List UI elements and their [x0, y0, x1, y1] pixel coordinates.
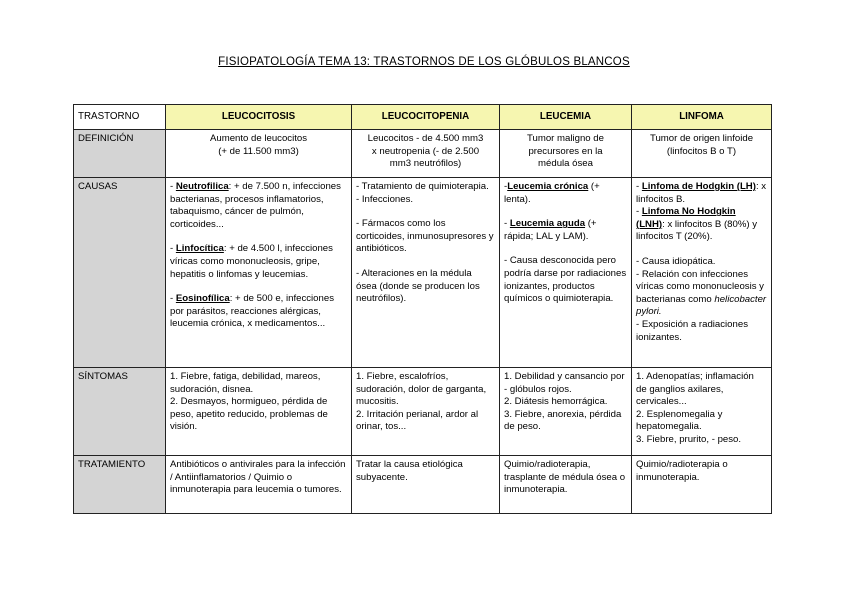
cell-sintomas-leucocitopenia	[352, 368, 500, 456]
cause-text: (+ rápida; LAL y LAM).	[504, 218, 597, 242]
cell-sintomas-linfoma	[632, 368, 772, 456]
row-definicion	[74, 130, 772, 178]
cell-causas-leucocitosis	[166, 178, 352, 368]
header-leucemia: LEUCEMIA	[500, 105, 632, 130]
cause-neutrofilica: - Neutrofilica: + de 7.500 n, infecciones bacterianas, procesos inflamatorios, tabaquismo, cáncer de pulmón, corticoides...	[170, 181, 341, 230]
cause-no-hodgkin: - Linfoma No Hodgkin (LNH): x linfocitos B (80%) y linfocitos T (20%).	[636, 206, 758, 243]
header-linfoma: LINFOMA	[632, 105, 772, 130]
row-tratamiento	[74, 456, 772, 514]
cell-tratamiento-linfoma: Quimio/radioterapia o inmunoterapia.	[632, 456, 772, 514]
page-title: FISIOPATOLOGÍA TEMA 13: TRASTORNOS DE LOS GLÓBULOS BLANCOS	[218, 56, 630, 68]
text-line: precursores en la	[528, 145, 603, 157]
term-eosinofilica: Eosinofílica	[175, 293, 230, 305]
cell-tratamiento-leucocitopenia: Tratar la causa etiológica subyacente.	[352, 456, 500, 514]
cell-causas-linfoma	[632, 178, 772, 368]
cell-causas-leucemia	[500, 178, 632, 368]
cause-line: - Tratamiento de quimioterapia.	[356, 181, 489, 192]
header-row	[74, 105, 772, 130]
term-linfoma-no-hodgkin: Linfoma No Hodgkin (LNH)	[636, 206, 736, 230]
term-linfoma-hodgkin: Linfoma de Hodgkin (LH)	[641, 181, 756, 192]
cell-causas-leucocitopenia	[352, 178, 500, 368]
cause-aguda: - Leucemia aguda (+ rápida; LAL y LAM).	[504, 218, 597, 242]
text-line: (+ de 11.500 mm3)	[218, 145, 299, 157]
row-label-causas: CAUSAS	[74, 178, 166, 368]
row-label-tratamiento: TRATAMIENTO	[74, 456, 166, 514]
row-label-sintomas: SÍNTOMAS	[74, 368, 166, 456]
symptom-line: 1. Adenopatías; inflamación de ganglios axilares, cervicales...	[636, 371, 754, 408]
symptom-line: 1. Debilidad y cansancio por - glóbulos rojos.	[504, 371, 625, 395]
term-leucemia-cronica: Leucemia crónica	[507, 181, 589, 192]
row-causas	[74, 178, 772, 368]
header-leucocitosis: LEUCOCITOSIS	[166, 105, 352, 130]
cause-text: : x linfocitos B.	[636, 181, 767, 205]
row-label-definicion: DEFINICIÓN	[74, 130, 166, 178]
symptom-line: 3. Fiebre, prurito, - peso.	[636, 433, 742, 445]
cause-line: - Exposición a radiaciones ionizantes.	[636, 318, 748, 343]
term-linfocitica: Linfocítica	[175, 243, 224, 255]
cause-viral	[636, 269, 767, 319]
cause-line: - Causa desconocida pero podría darse por radiaciones ionizantes, productos químicos o quimioterapia.	[504, 255, 627, 305]
cause-line: - Causa idiopática.	[636, 255, 716, 267]
symptom-line: 2. Irritación perianal, ardor al orinar, tos...	[356, 408, 479, 433]
cause-line: - Alteraciones en la médula ósea (donde se producen los neutrófilos).	[356, 267, 480, 305]
header-corner: TRASTORNO	[74, 105, 166, 130]
cause-line: - Infecciones.	[356, 193, 414, 205]
text-line: Tumor de origen linfoide	[649, 133, 754, 144]
cause-line: - Fármacos como los corticoides, inmunosupresores y antibióticos.	[356, 218, 494, 255]
cause-text: : + de 500 e, infecciones por parásitos, reacciones alérgicas, leucemia crónica, x medicamentos...	[170, 293, 334, 330]
cause-cronica: -Leucemia crónica (+ lenta).	[504, 181, 600, 205]
cell-definicion-leucemia	[500, 130, 632, 178]
symptom-line: 2. Diátesis hemorrágica.	[504, 396, 608, 408]
cell-tratamiento-leucemia: Quimio/radioterapia, trasplante de médula ósea o inmunoterapia.	[500, 456, 632, 514]
cell-definicion-leucocitopenia	[352, 130, 500, 178]
disorders-table	[73, 104, 772, 514]
text-line: Leucocitos - de 4.500 mm3	[367, 133, 484, 144]
cell-sintomas-leucemia	[500, 368, 632, 456]
text-line: Aumento de leucocitos	[209, 133, 308, 144]
cause-eosinofilica: - Eosinofílica: + de 500 e, infecciones por parásitos, reacciones alérgicas, leucemia crónica, x medicamentos...	[170, 293, 334, 330]
symptom-line: 2. Desmayos, hormigueo, pérdida de peso, apetito reducido, problemas de visión.	[170, 396, 328, 433]
cause-linfocitica: - Linfocítica: + de 4.500 l, infecciones víricas como mononucleosis, gripe, hepatitis o linfomas y leucemias.	[170, 243, 333, 280]
symptom-line: 1. Fiebre, fatiga, debilidad, mareos, sudoración, disnea.	[170, 371, 321, 395]
cell-definicion-leucocitosis	[166, 130, 352, 178]
cell-sintomas-leucocitosis	[166, 368, 352, 456]
text-line: (linfocitos B o T)	[666, 145, 737, 157]
cause-hodgkin: - Linfoma de Hodgkin (LH): x linfocitos B.	[636, 181, 767, 205]
cause-text: (+ lenta).	[504, 181, 600, 205]
cause-text: - Relación con infecciones víricas como mononucleosis y bacterianas como	[636, 268, 764, 305]
header-leucocitopenia: LEUCOCITOPENIA	[352, 105, 500, 130]
cause-text: : x linfocitos B (80%) y linfocitos T (20%).	[636, 218, 758, 243]
term-leucemia-aguda: Leucemia aguda	[509, 218, 586, 230]
cause-text: : + de 7.500 n, infecciones bacterianas, procesos inflamatorios, tabaquismo, cáncer de pulmón, corticoides...	[170, 181, 341, 230]
symptom-line: 1. Fiebre, escalofríos, sudoración, dolor de garganta, mucositis.	[356, 371, 487, 408]
term-neutrofilica: Neutrofilica	[175, 181, 229, 192]
cell-tratamiento-leucocitosis: Antibióticos o antivirales para la infección / Antiinflamatorios / Quimio o inmunoterapia para leucemia o tumores.	[166, 456, 352, 514]
text-line: mm3 neutrófilos)	[389, 158, 462, 170]
text-line: x neutropenia (- de 2.500	[371, 145, 480, 157]
symptom-line: 3. Fiebre, anorexia, pérdida de peso.	[504, 408, 622, 433]
text-line: médula ósea	[538, 158, 593, 170]
cause-italic: helicobacter pylori.	[636, 293, 767, 318]
row-sintomas	[74, 368, 772, 456]
cell-definicion-linfoma	[632, 130, 772, 178]
cause-text: : + de 4.500 l, infecciones víricas como mononucleosis, gripe, hepatitis o linfomas y leucemias.	[170, 243, 333, 280]
symptom-line: 2. Esplenomegalia y hepatomegalia.	[636, 408, 723, 433]
text-line: Tumor maligno de	[527, 133, 604, 144]
